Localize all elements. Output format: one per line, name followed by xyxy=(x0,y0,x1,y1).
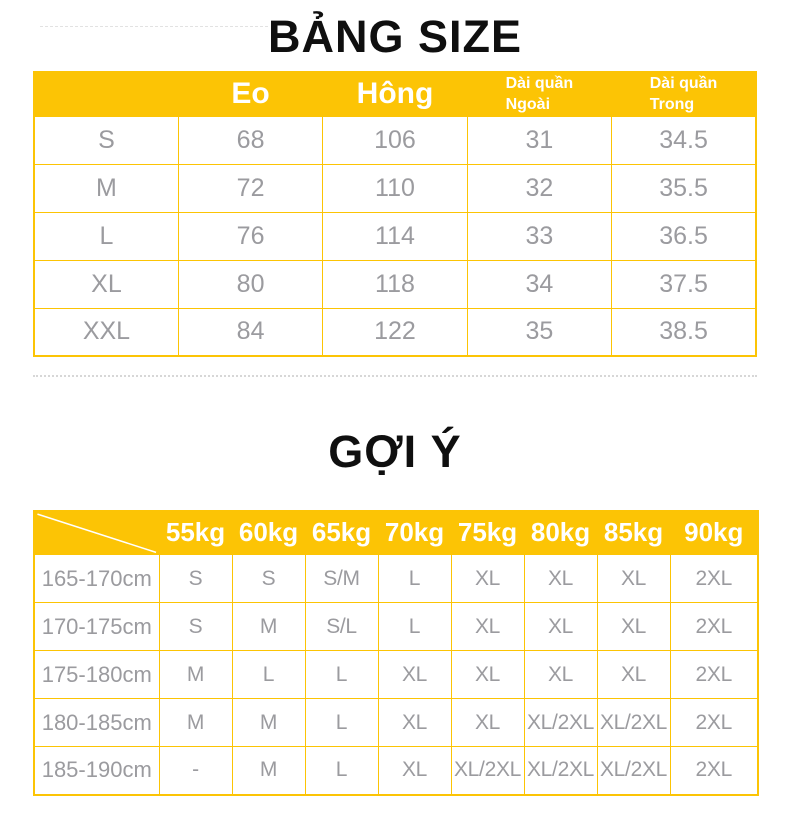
size-recommendation-cell: 2XL xyxy=(670,747,758,795)
height-range-cell: 185-190cm xyxy=(34,747,159,795)
size-row xyxy=(34,308,756,356)
outer-length-value-cell: 34 xyxy=(467,260,611,308)
size-recommendation-cell: XL/2XL xyxy=(597,699,670,747)
size-recommendation-cell: XL/2XL xyxy=(597,747,670,795)
size-row xyxy=(34,260,756,308)
hong-value-cell: 110 xyxy=(323,164,467,212)
hong-value-cell: 106 xyxy=(323,116,467,164)
size-recommendation-cell: S/M xyxy=(305,555,378,603)
size-row xyxy=(34,164,756,212)
size-recommendation-cell: XL xyxy=(451,603,524,651)
outer-length-value-cell: 35 xyxy=(467,308,611,356)
size-table xyxy=(33,71,757,358)
inner-length-line1: Dài quần xyxy=(649,74,718,92)
size-recommendation-cell: XL/2XL xyxy=(524,699,597,747)
inner-length-value-cell: 35.5 xyxy=(612,164,756,212)
eo-value-cell: 80 xyxy=(178,260,322,308)
size-recommendation-cell: XL xyxy=(597,555,670,603)
size-recommendation-cell: L xyxy=(378,603,451,651)
size-recommendation-cell: M xyxy=(232,699,305,747)
size-label-cell: S xyxy=(34,116,178,164)
suggestion-row xyxy=(34,603,758,651)
outer-length-column-header xyxy=(467,72,611,117)
size-recommendation-cell: M xyxy=(232,603,305,651)
size-table-corner-cell xyxy=(34,72,178,117)
size-recommendation-cell: 2XL xyxy=(670,699,758,747)
size-recommendation-cell: M xyxy=(159,651,232,699)
size-recommendation-cell: XL xyxy=(378,699,451,747)
size-recommendation-cell: L xyxy=(378,555,451,603)
size-recommendation-cell: XL xyxy=(524,603,597,651)
top-dashed-artifact xyxy=(40,26,268,27)
suggestion-title: GỢI Ý xyxy=(328,426,462,478)
size-label-cell: XL xyxy=(34,260,178,308)
size-recommendation-cell: M xyxy=(232,747,305,795)
height-range-cell: 180-185cm xyxy=(34,699,159,747)
inner-length-value-cell: 38.5 xyxy=(612,308,756,356)
height-range-cell: 170-175cm xyxy=(34,603,159,651)
size-recommendation-cell: L xyxy=(305,747,378,795)
size-recommendation-cell: XL xyxy=(451,699,524,747)
height-range-cell: 175-180cm xyxy=(34,651,159,699)
size-recommendation-cell: M xyxy=(159,699,232,747)
inner-length-column-header xyxy=(612,72,756,117)
weight-column-header: 65kg xyxy=(305,511,378,555)
size-recommendation-cell: XL xyxy=(451,555,524,603)
hong-value-cell: 118 xyxy=(323,260,467,308)
inner-length-line2: Trong xyxy=(649,96,695,114)
size-label-cell: M xyxy=(34,164,178,212)
outer-length-line1: Dài quần xyxy=(505,74,574,92)
weight-column-header: 90kg xyxy=(670,511,758,555)
size-label-cell: L xyxy=(34,212,178,260)
size-recommendation-cell: XL xyxy=(378,747,451,795)
weight-column-header: 75kg xyxy=(451,511,524,555)
size-recommendation-cell: S/L xyxy=(305,603,378,651)
size-recommendation-cell: XL xyxy=(524,555,597,603)
weight-column-header: 85kg xyxy=(597,511,670,555)
hong-column-header: Hông xyxy=(323,72,467,117)
outer-length-header-text xyxy=(506,73,574,116)
size-recommendation-cell: S xyxy=(232,555,305,603)
size-recommendation-cell: S xyxy=(159,603,232,651)
suggestion-row xyxy=(34,555,758,603)
size-recommendation-cell: 2XL xyxy=(670,651,758,699)
inner-length-value-cell: 37.5 xyxy=(612,260,756,308)
suggestion-table xyxy=(33,510,759,796)
inner-length-value-cell: 36.5 xyxy=(612,212,756,260)
outer-length-value-cell: 31 xyxy=(467,116,611,164)
size-recommendation-cell: XL xyxy=(524,651,597,699)
size-row xyxy=(34,116,756,164)
size-recommendation-cell: L xyxy=(305,699,378,747)
size-label-cell: XXL xyxy=(34,308,178,356)
eo-column-header: Eo xyxy=(178,72,322,117)
inner-length-header-text xyxy=(650,73,718,116)
height-range-cell: 165-170cm xyxy=(34,555,159,603)
size-recommendation-cell: L xyxy=(232,651,305,699)
size-recommendation-cell: - xyxy=(159,747,232,795)
suggestion-row xyxy=(34,651,758,699)
size-recommendation-cell: 2XL xyxy=(670,555,758,603)
size-row xyxy=(34,212,756,260)
size-chart-page xyxy=(0,12,790,796)
weight-column-header: 55kg xyxy=(159,511,232,555)
outer-length-value-cell: 32 xyxy=(467,164,611,212)
hong-value-cell: 122 xyxy=(323,308,467,356)
section-divider xyxy=(33,375,757,377)
suggestion-row xyxy=(34,699,758,747)
outer-length-line2: Ngoài xyxy=(505,96,551,114)
size-recommendation-cell: XL xyxy=(597,603,670,651)
size-recommendation-cell: L xyxy=(305,651,378,699)
eo-value-cell: 72 xyxy=(178,164,322,212)
inner-length-value-cell: 34.5 xyxy=(612,116,756,164)
eo-value-cell: 76 xyxy=(178,212,322,260)
weight-column-header: 60kg xyxy=(232,511,305,555)
outer-length-value-cell: 33 xyxy=(467,212,611,260)
weight-column-header: 70kg xyxy=(378,511,451,555)
eo-value-cell: 84 xyxy=(178,308,322,356)
weight-column-header: 80kg xyxy=(524,511,597,555)
hong-value-cell: 114 xyxy=(323,212,467,260)
suggestion-header-row xyxy=(34,511,758,555)
suggestion-row xyxy=(34,747,758,795)
diagonal-line-icon xyxy=(35,512,159,555)
size-table-title: BẢNG SIZE xyxy=(267,11,523,62)
corner-diagonal-cell xyxy=(34,511,159,555)
size-recommendation-cell: XL xyxy=(378,651,451,699)
size-recommendation-cell: 2XL xyxy=(670,603,758,651)
size-table-header-row xyxy=(34,72,756,117)
size-recommendation-cell: XL/2XL xyxy=(524,747,597,795)
size-recommendation-cell: XL/2XL xyxy=(451,747,524,795)
eo-value-cell: 68 xyxy=(178,116,322,164)
size-recommendation-cell: S xyxy=(159,555,232,603)
size-recommendation-cell: XL xyxy=(451,651,524,699)
size-recommendation-cell: XL xyxy=(597,651,670,699)
